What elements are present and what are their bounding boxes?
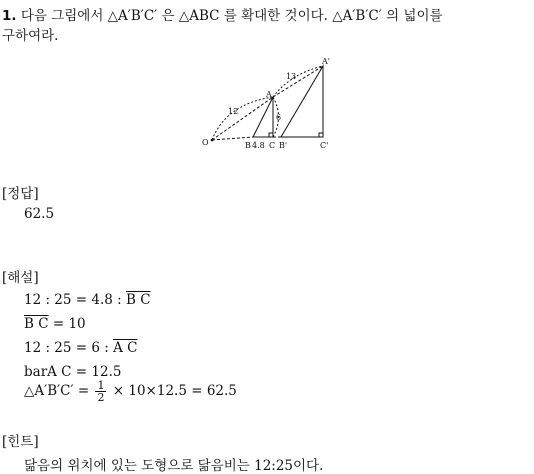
answer-value: 62.5 xyxy=(24,206,55,222)
label-o: O xyxy=(202,138,209,147)
fraction-denominator: 2 xyxy=(97,391,105,404)
triangle-abc xyxy=(253,97,273,137)
dashed-line-o-a xyxy=(212,97,273,140)
question-number: 1. xyxy=(2,8,17,24)
point-o xyxy=(211,139,214,142)
label-aa-prime-length: 13 xyxy=(286,72,297,81)
label-b-prime: B' xyxy=(279,141,288,150)
label-bc-length: 4.8 xyxy=(252,141,265,150)
label-oa-length: 12 xyxy=(228,107,239,116)
bc-value: = 10 xyxy=(48,316,86,332)
right-angle-mark-c xyxy=(269,133,273,137)
label-ac-length: 6 xyxy=(276,113,282,122)
label-c: C xyxy=(269,141,276,150)
fraction-numerator: 1 xyxy=(97,379,105,392)
question-text: 다음 그림에서 △A′B′C′ 은 △ABC 를 확대한 것이다. △A′B′C′ 의 넓이를 xyxy=(20,8,443,24)
explanation-line-3 xyxy=(24,340,137,356)
area-label: △A′B′C′ = xyxy=(24,383,94,399)
hint-text: 닮음의 위치에 있는 도형으로 닮음비는 12:25이다. xyxy=(24,458,324,474)
explanation-line-4: barA C = 12.5 xyxy=(24,364,122,380)
label-a-prime: A' xyxy=(322,57,330,66)
segment-bc: B C xyxy=(24,316,49,332)
question-line-2: 구하여라. xyxy=(2,28,59,44)
label-b: B xyxy=(245,141,251,150)
ratio-text: 12 : 25 = 4.8 : xyxy=(24,292,126,308)
explanation-line-5 xyxy=(24,380,237,403)
similar-triangles-figure xyxy=(196,56,342,152)
explanation-header: [해설] xyxy=(2,270,39,286)
dashed-line-a-a-prime xyxy=(273,66,323,97)
right-angle-mark-c-prime xyxy=(319,133,323,137)
question-line-1 xyxy=(2,6,443,26)
dashed-line-o-b xyxy=(212,137,253,140)
hint-header: [힌트] xyxy=(2,434,39,450)
fraction-one-half xyxy=(95,380,106,403)
area-calculation: × 10×12.5 = 62.5 xyxy=(108,383,237,399)
label-a: A xyxy=(266,90,272,99)
explanation-line-1 xyxy=(24,292,151,308)
ratio-text: 12 : 25 = 6 : xyxy=(24,340,114,356)
answer-header: [정답] xyxy=(2,186,39,202)
segment-bc: B C xyxy=(125,292,151,308)
label-c-prime: C' xyxy=(320,141,329,150)
segment-ac: A C xyxy=(113,340,138,356)
explanation-line-2 xyxy=(24,316,86,332)
